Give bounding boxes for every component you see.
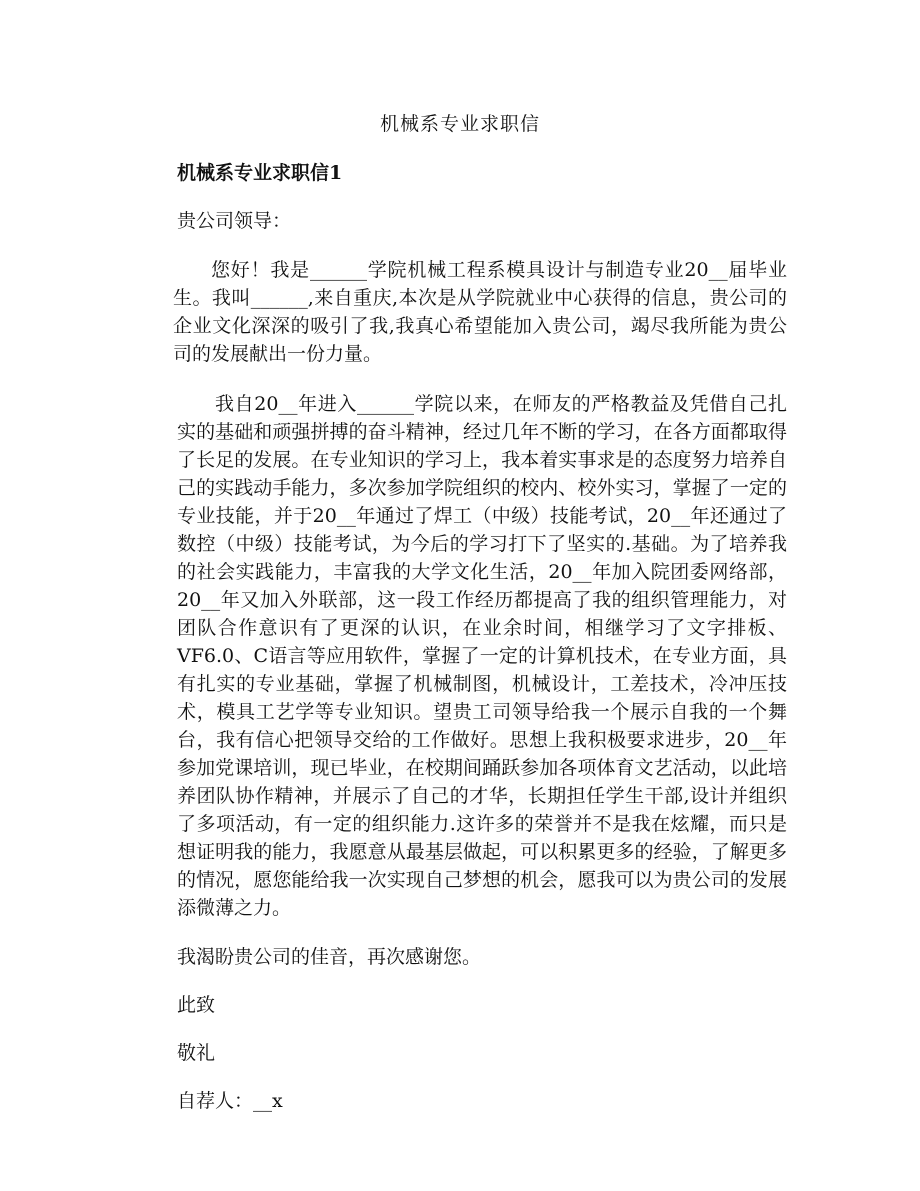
- paragraph-intro: 您好！我是______学院机械工程系模具设计与制造专业20__届毕业生。我叫______,来自重庆,本次是从学院就业中心获得的信息，贵公司的企业文化深深的吸引了我,我真心希望能加入贵公司，竭尽我所能为贵公司的发展献出一份力量。: [173, 259, 787, 365]
- letter-body: [173, 160, 787, 1136]
- signature: 自荐人：__x: [177, 1090, 283, 1112]
- closing-line: 我渴盼贵公司的佳音，再次感谢您。: [177, 946, 482, 968]
- regards-line-1: 此致: [177, 994, 216, 1016]
- regards-line-2: 敬礼: [177, 1042, 216, 1064]
- section-heading: 机械系专业求职信1: [177, 162, 343, 184]
- document-title: 机械系专业求职信: [379, 113, 540, 135]
- paragraph-experience: 我自20__年进入______学院以来，在师友的严格教益及凭借自己扎实的基础和顽强拼搏的奋斗精神，经过几年不断的学习，在各方面都取得了长足的发展。在专业知识的学习上，我本着实事求是的态度努力培养自己的实践动手能力，多次参加学院组织的校内、校外实习，掌握了一定的专业技能，并于20__年通过了焊工（中级）技能考试，20__年还通过了数控（中级）技能考试，为今后的学习打下了坚实的.基础。为了培养我的社会实践能力，丰富我的大学文化生活，20__年加入院团委网络部，20__年又加入外联部，这一段工作经历都提高了我的组织管理能力，对团队合作意识有了更深的认识，在业余时间，相继学习了文字排板、VF6.0、C语言等应用软件，掌握了一定的计算机技术，在专业方面，具有扎实的专业基础，掌握了机械制图，机械设计，工差技术，冷冲压技术，模具工艺学等专业知识。望贵工司领导给我一个展示自我的一个舞台，我有信心把领导交给的工作做好。思想上我积极要求进步，20__年参加党课培训，现已毕业，在校期间踊跃参加各项体育文艺活动，以此培养团队协作精神，并展示了自己的才华，长期担任学生干部,设计并组织了多项活动，有一定的组织能力.这许多的荣誉并不是我在炫耀，而只是想证明我的能力，我愿意从最基层做起，可以积累更多的经验，了解更多的情况，愿您能给我一次实现自己梦想的机会，愿我可以为贵公司的发展添微薄之力。: [177, 393, 787, 919]
- salutation: 贵公司领导：: [177, 210, 292, 232]
